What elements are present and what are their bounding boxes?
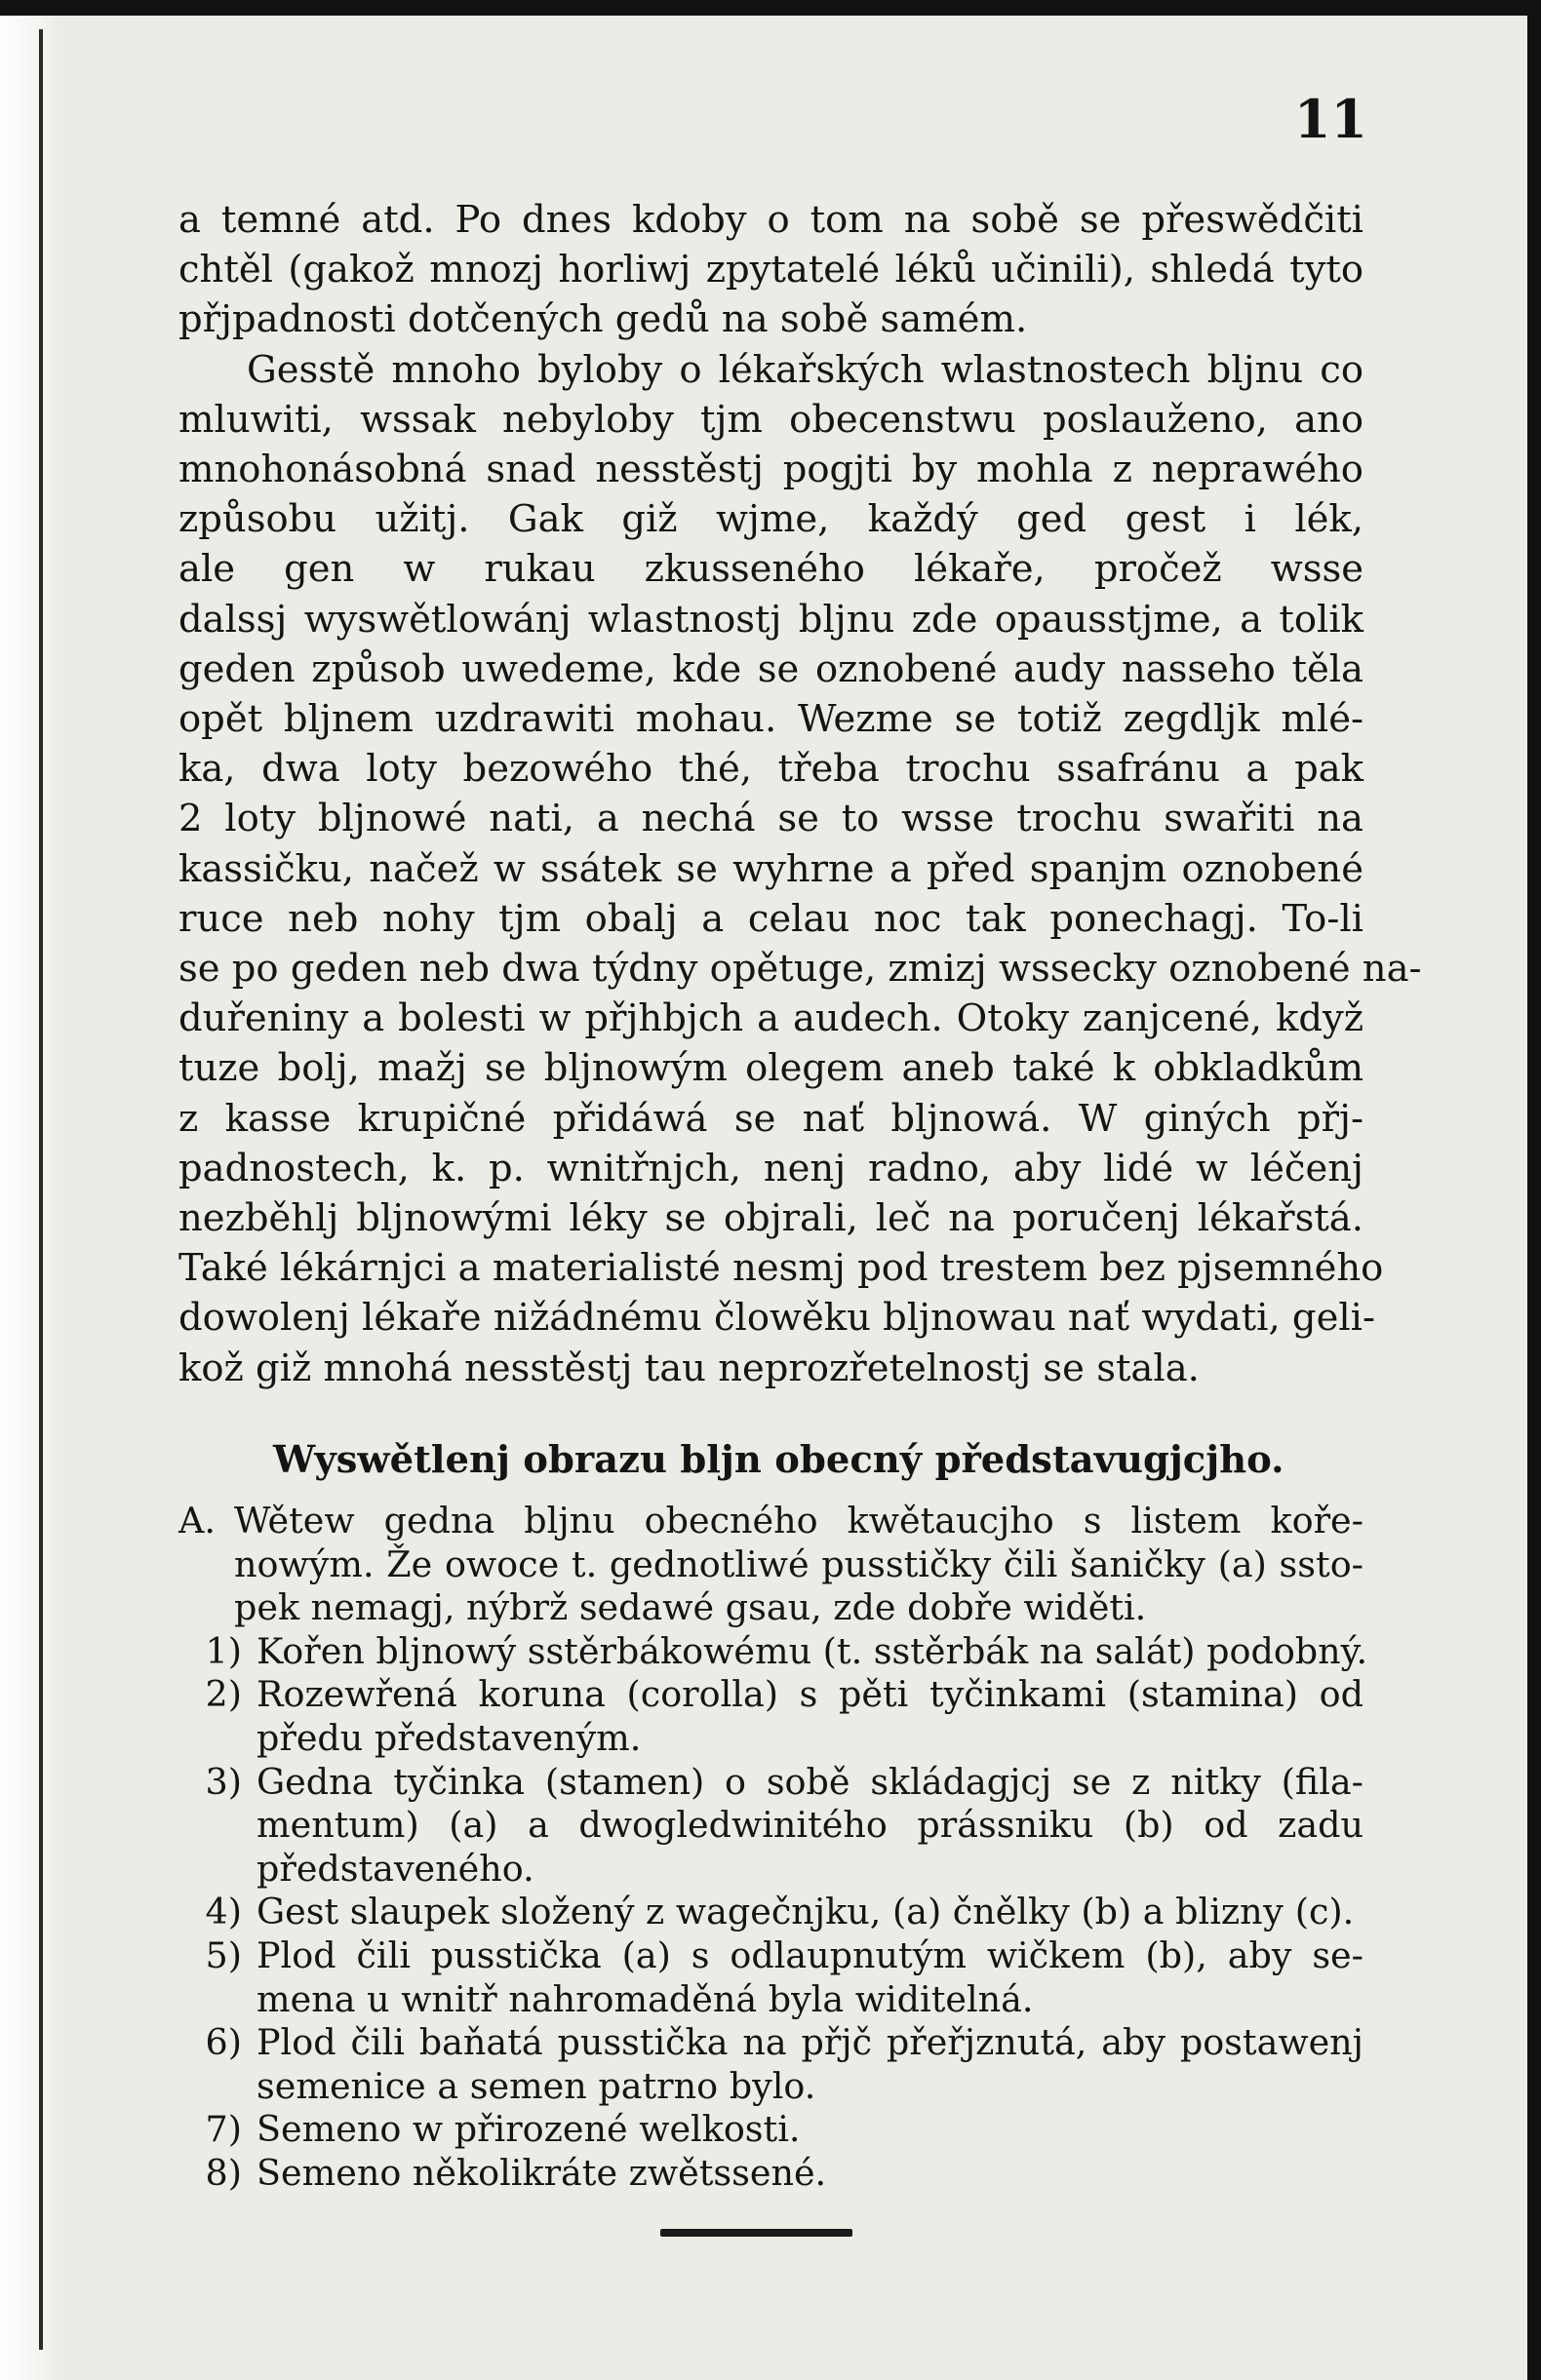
legend-item-6 bbox=[178, 2021, 1363, 2108]
main-paragraph bbox=[178, 195, 1422, 1393]
text-line: Také lékárnjci a materialisté nesmj pod trestem bez pjsemného bbox=[178, 1246, 1384, 1291]
text-line: dalssj wyswětlowánj wlastnostj blјnu zde opausstjme, a tolik bbox=[178, 597, 1363, 642]
text-line: mnohonásobná snad nesstěstj pogjti by mohla z neprawého bbox=[178, 448, 1363, 492]
text-line: dowolenj lékaře nižádnému člowěku blјnowau nať wydati, geli- bbox=[178, 1296, 1375, 1341]
text-line: geden způsob uwedeme, kde se oznobené audy nasseho těla bbox=[178, 646, 1363, 691]
legend-item-4 bbox=[178, 1891, 1363, 1934]
legend-line: nowým. Že owoce t. gednotliwé pusstičky čili šaničky (a) ssto- bbox=[234, 1542, 1363, 1585]
closing-rule bbox=[660, 2229, 852, 2237]
legend-label: 2) bbox=[205, 1673, 242, 1716]
legend-label: A. bbox=[178, 1500, 216, 1541]
legend-label: 7) bbox=[205, 2108, 242, 2151]
text-line: ale gen w rukau zkusseného lékaře, pročež wsse bbox=[178, 547, 1363, 592]
text-line: chtěl (gakož mnozj horliwj zpytatelé léků učinili), shledá tyto bbox=[178, 248, 1363, 293]
text-line: duřeniny a bolesti w přjhbjch a audech. Otoky zanjcené, když bbox=[178, 996, 1363, 1041]
legend-line: Kořen blјnowý sstěrbákowému (t. sstěrbák na salát) podobný. bbox=[257, 1629, 1368, 1672]
legend-label: 6) bbox=[205, 2021, 242, 2064]
text-line: způsobu užitj. Gak giž wjme, každý ged gest i lék, bbox=[178, 497, 1363, 542]
text-line: opět blјnem uzdrawiti mohau. Wezme se totiž zegdljk mlé- bbox=[178, 697, 1363, 742]
legend-item-a bbox=[178, 1500, 1363, 1630]
text-line: Gesstě mnoho byloby o lékařských wlastnostech blјnu co bbox=[247, 347, 1363, 392]
legend-label: 1) bbox=[205, 1629, 242, 1672]
figure-legend bbox=[178, 1500, 1368, 2196]
text-line: přjpadnosti dotčených gedů na sobě samém. bbox=[178, 297, 1028, 342]
legend-item-5 bbox=[178, 1934, 1363, 2021]
legend-line: pek nemagj, nýbrž sedawé gsau, zde dobře widěti. bbox=[234, 1586, 1147, 1629]
legend-line: mentum) (a) a dwogledwinitého prássniku (b) od zadu bbox=[257, 1804, 1363, 1847]
legend-item-8 bbox=[178, 2152, 1363, 2196]
text-line: a temné atd. Po dnes kdoby o tom na sobě se přeswědčiti bbox=[178, 198, 1363, 242]
text-line: ruce neb nohy tјm obalj a celau noc tak ponechagj. To-li bbox=[178, 896, 1363, 941]
legend-item-2 bbox=[178, 1673, 1363, 1760]
legend-item-3 bbox=[178, 1761, 1363, 1892]
page-number: 11 bbox=[1293, 88, 1367, 150]
legend-line: Semeno několikráte zwětssené. bbox=[257, 2151, 827, 2194]
legend-line: Semeno w přirozené welkosti. bbox=[257, 2108, 801, 2151]
text-line: nezběhlj blјnowými léky se objrali, leč na poručenj lékařstá. bbox=[178, 1196, 1363, 1241]
legend-label: 8) bbox=[205, 2151, 242, 2194]
legend-line: semenice a semen patrno bylo. bbox=[257, 2064, 816, 2107]
text-line: tuze bolj, mažj se blјnowým olegem aneb také k obkladkům bbox=[178, 1046, 1363, 1091]
legend-heading: Wyswětlenj obrazu blјn obecný představugjcjho. bbox=[273, 1438, 1284, 1482]
legend-label: 3) bbox=[205, 1760, 242, 1803]
legend-item-7 bbox=[178, 2108, 1363, 2152]
text-line: ka, dwa loty bezowého thé, třeba trochu ssafránu a pak bbox=[178, 747, 1363, 792]
text-line: kassičku, načež w ssátek se wyhrne a před spanjm oznobené bbox=[178, 846, 1363, 891]
text-line: mluwiti, wssak nebyloby tјm obecenstwu poslauženo, ano bbox=[178, 397, 1363, 442]
legend-item-1 bbox=[178, 1629, 1368, 1674]
legend-line: Rozewřená koruna (corolla) s pěti tyčinkami (stamina) od bbox=[257, 1673, 1363, 1716]
legend-line: předu představeným. bbox=[257, 1716, 642, 1759]
text-line: padnostech, k. p. wnitřnjch, nenj radno, aby lidé w léčenj bbox=[178, 1146, 1363, 1190]
legend-line: Plod čili pusstička (a) s odlaupnutým wičkem (b), aby se- bbox=[257, 1933, 1363, 1976]
legend-line: Gedna tyčinka (stamen) o sobě skládagjcj se z nitky (fila- bbox=[257, 1760, 1363, 1803]
text-line: 2 loty blјnowé nati, a nechá se to wsse trochu swařiti na bbox=[178, 797, 1363, 841]
legend-label: 4) bbox=[205, 1891, 242, 1933]
text-line: kož giž mnohá nesstěstj tau neprozřetelnostj se stala. bbox=[178, 1346, 1200, 1390]
text-line: se po geden neb dwa týdny opětuge, zmizj wssecky oznobené na- bbox=[178, 947, 1422, 992]
legend-line: Gest slaupek složený z wagečnjku, (a) čnělky (b) a bliznу (c). bbox=[257, 1891, 1355, 1933]
text-line: z kasse krupičné přidáwá se nať blјnowá. W giných přj- bbox=[178, 1096, 1363, 1141]
legend-label: 5) bbox=[205, 1933, 242, 1976]
legend-line: představeného. bbox=[257, 1847, 534, 1890]
legend-line: Plod čili baňatá pusstička na přjč přeřjznutá, aby postawenj bbox=[257, 2021, 1363, 2064]
legend-line: mena u wnitř nahromaděná byla widitelná. bbox=[257, 1977, 1034, 2020]
legend-line: Wětew gedna blјnu obecného kwětaucjho s listem koře- bbox=[234, 1500, 1363, 1541]
